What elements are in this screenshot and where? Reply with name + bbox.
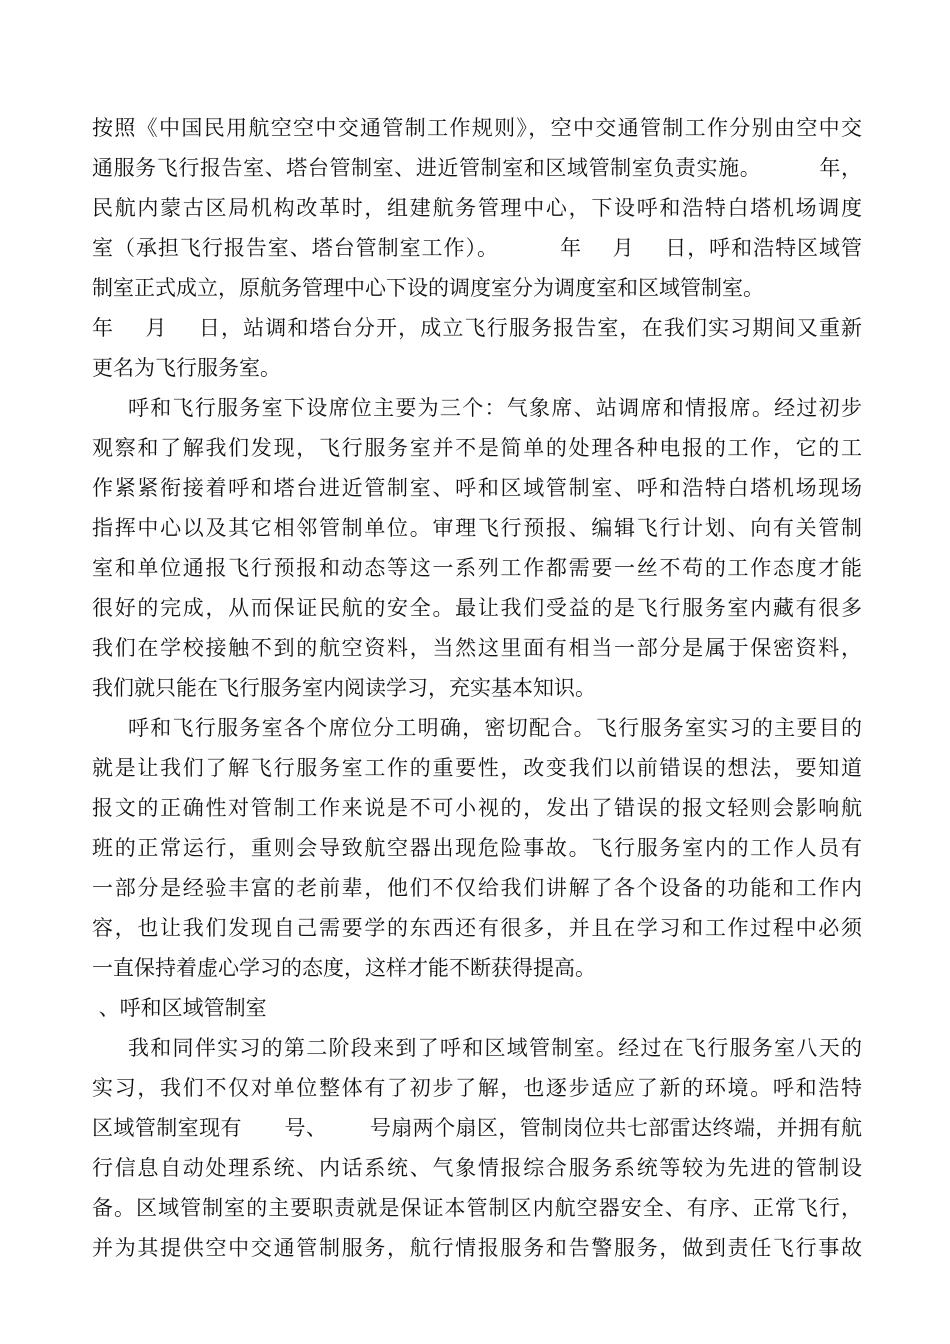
text-line: 一部分是经验丰富的老前辈，他们不仅给我们讲解了各个设备的功能和工作内	[92, 876, 862, 900]
text-line: 更名为飞行服务室。	[92, 356, 281, 380]
text-line: 实习，我们不仅对单位整体有了初步了解，也逐步适应了新的环境。呼和浩特	[92, 1076, 862, 1100]
text-line: 备。区域管制室的主要职责就是保证本管制区内航空器安全、有序、正常飞行，	[92, 1196, 862, 1220]
text-line: 观察和了解我们发现，飞行服务室并不是简单的处理各种电报的工作，它的工	[92, 436, 862, 460]
text-line: 室和单位通报飞行预报和动态等这一系列工作都需要一丝不苟的工作态度才能	[92, 556, 862, 580]
text-line: 报文的正确性对管制工作来说是不可小视的，发出了错误的报文轻则会影响航	[92, 796, 862, 820]
text-line: 就是让我们了解飞行服务室工作的重要性，改变我们以前错误的想法，要知道	[92, 756, 862, 780]
section-heading: 、呼和区域管制室	[92, 996, 267, 1020]
paragraph-first-line: 呼和飞行服务室各个席位分工明确，密切配合。飞行服务室实习的主要目的	[128, 716, 862, 740]
text-line: 班的正常运行，重则会导致航空器出现危险事故。飞行服务室内的工作人员有	[92, 836, 862, 860]
text-line: 制室正式成立，原航务管理中心下设的调度室分为调度室和区域管制室。	[92, 276, 764, 300]
text-line: 室（承担飞行报告室、塔台管制室工作）。 年 月 日，呼和浩特区域管	[92, 236, 862, 260]
paragraph-first-line: 呼和飞行服务室下设席位主要为三个：气象席、站调席和情报席。经过初步	[128, 396, 862, 420]
text-line: 区域管制室现有 号、 号扇两个扇区，管制岗位共七部雷达终端，并拥有航	[92, 1116, 862, 1140]
text-line: 行信息自动处理系统、内话系统、气象情报综合服务系统等较为先进的管制设	[92, 1156, 862, 1180]
text-line: 我们在学校接触不到的航空资料，当然这里面有相当一部分是属于保密资料，	[92, 636, 862, 660]
paragraph-first-line: 我和同伴实习的第二阶段来到了呼和区域管制室。经过在飞行服务室八天的	[128, 1036, 862, 1060]
text-line: 指挥中心以及其它相邻管制单位。审理飞行预报、编辑飞行计划、向有关管制	[92, 516, 862, 540]
text-line: 年 月 日，站调和塔台分开，成立飞行服务报告室，在我们实习期间又重新	[92, 316, 862, 340]
text-line: 很好的完成，从而保证民航的安全。最让我们受益的是飞行服务室内藏有很多	[92, 596, 862, 620]
text-line: 作紧紧衔接着呼和塔台进近管制室、呼和区域管制室、呼和浩特白塔机场现场	[92, 476, 862, 500]
text-line: 并为其提供空中交通管制服务，航行情报服务和告警服务，做到责任飞行事故	[92, 1236, 862, 1260]
text-line: 容，也让我们发现自己需要学的东西还有很多，并且在学习和工作过程中必须	[92, 916, 862, 940]
text-line: 通服务飞行报告室、塔台管制室、进近管制室和区域管制室负责实施。 年，	[92, 156, 862, 180]
text-line: 我们就只能在飞行服务室内阅读学习，充实基本知识。	[92, 676, 596, 700]
text-line: 民航内蒙古区局机构改革时，组建航务管理中心，下设呼和浩特白塔机场调度	[92, 196, 862, 220]
text-line: 按照《中国民用航空空中交通管制工作规则》，空中交通管制工作分别由空中交	[92, 116, 862, 140]
text-line: 一直保持着虚心学习的态度，这样才能不断获得提高。	[92, 956, 596, 980]
